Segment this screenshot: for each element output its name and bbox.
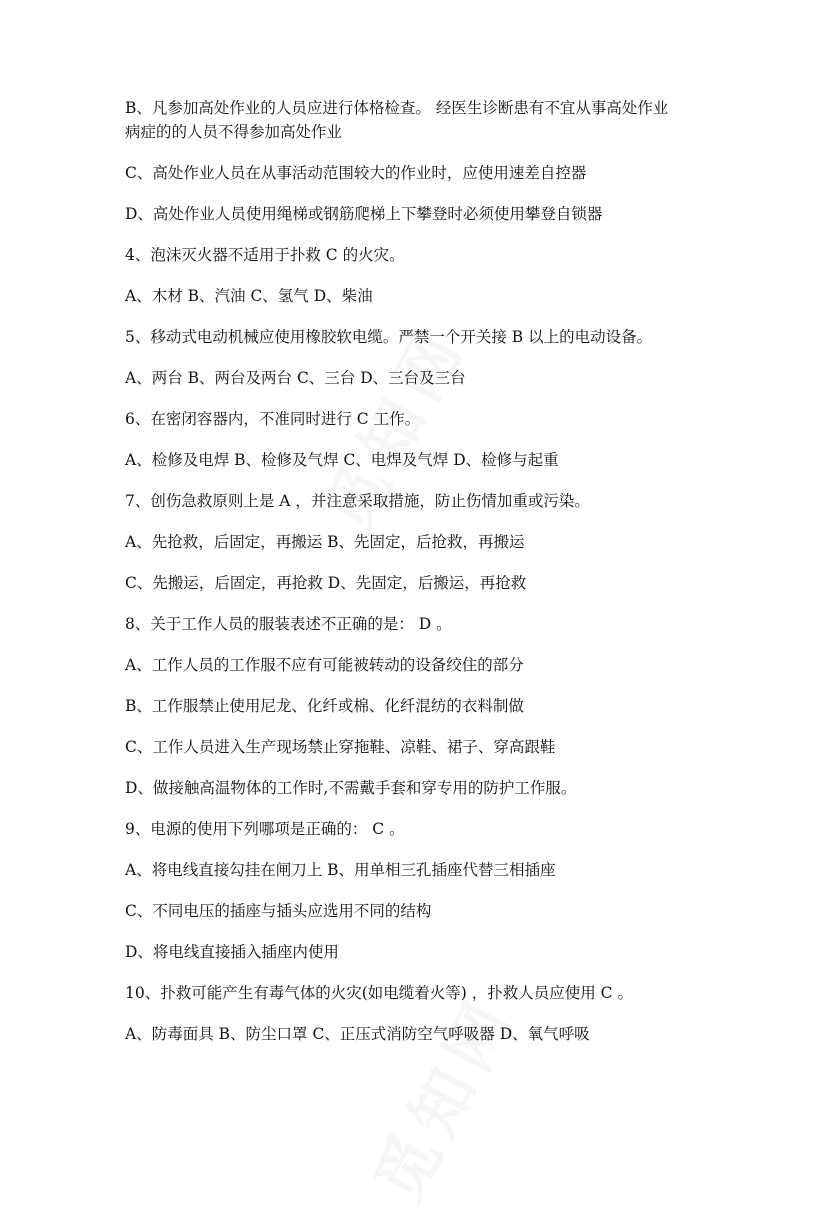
text-line: 7、创伤急救原则上是 A ，并注意采取措施，防止伤情加重或污染。 — [125, 492, 590, 510]
answer-options — [125, 284, 725, 308]
answer-options — [125, 448, 725, 472]
text-line: A、先抢救，后固定，再搬运 B、先固定，后抢救，再搬运 — [125, 533, 525, 551]
answer-options — [125, 1022, 725, 1046]
answer-option — [125, 694, 725, 718]
paragraph — [125, 161, 725, 185]
question-5 — [125, 325, 725, 349]
text-line: 10、扑救可能产生有毒气体的火灾(如电缆着火等) ，扑救人员应使用 C 。 — [125, 984, 633, 1002]
text-line: 9、电源的使用下列哪项是正确的： C 。 — [125, 820, 405, 838]
text-line: B、凡参加高处作业的人员应进行体格检查。 经医生诊断患有不宜从事高处作业 — [125, 99, 669, 117]
answer-options — [125, 858, 725, 882]
text-line: A、将电线直接勾挂在闸刀上 B、用单相三孔插座代替三相插座 — [125, 861, 556, 879]
answer-option — [125, 940, 725, 964]
answer-options — [125, 366, 725, 390]
answer-options — [125, 571, 725, 595]
text-line: 4、泡沫灭火器不适用于扑救 C 的火灾。 — [125, 246, 405, 264]
text-line: A、检修及电焊 B、检修及气焊 C、电焊及气焊 D、检修与起重 — [125, 451, 559, 469]
text-line: D、高处作业人员使用绳梯或钢筋爬梯上下攀登时必须使用攀登自锁器 — [125, 205, 603, 223]
question-10 — [125, 981, 725, 1005]
text-line: D、将电线直接插入插座内使用 — [125, 943, 339, 961]
question-7 — [125, 489, 725, 513]
text-line: A、防毒面具 B、防尘口罩 C、正压式消防空气呼吸器 D、氧气呼吸 — [125, 1025, 590, 1043]
paragraph — [125, 96, 725, 144]
question-8 — [125, 612, 725, 636]
question-4 — [125, 243, 725, 267]
text-line: C、不同电压的插座与插头应选用不同的结构 — [125, 902, 432, 920]
text-line: C、工作人员进入生产现场禁止穿拖鞋、凉鞋、裙子、穿高跟鞋 — [125, 738, 556, 756]
question-9 — [125, 817, 725, 841]
text-line: A、两台 B、两台及两台 C、三台 D、三台及三台 — [125, 369, 466, 387]
text-line: 8、关于工作人员的服装表述不正确的是： D 。 — [125, 615, 452, 633]
question-6 — [125, 407, 725, 431]
text-line: 病症的的人员不得参加高处作业 — [125, 123, 343, 141]
answer-options — [125, 530, 725, 554]
paragraph — [125, 202, 725, 226]
text-line: C、先搬运，后固定，再抢救 D、先固定，后搬运，再抢救 — [125, 574, 527, 592]
answer-option — [125, 776, 725, 800]
document-body — [125, 96, 725, 1063]
text-line: B、工作服禁止使用尼龙、化纤或棉、化纤混纺的衣料制做 — [125, 697, 524, 715]
answer-option — [125, 735, 725, 759]
text-line: D、做接触高温物体的工作时,不需戴手套和穿专用的防护工作服。 — [125, 779, 577, 797]
text-line: C、高处作业人员在从事活动范围较大的作业时，应使用速差自控器 — [125, 164, 587, 182]
text-line: 6、在密闭容器内，不准同时进行 C 工作。 — [125, 410, 421, 428]
text-line: A、木材 B、汽油 C、氢气 D、柴油 — [125, 287, 373, 305]
text-line: 5、移动式电动机械应使用橡胶软电缆。严禁一个开关接 B 以上的电动设备。 — [125, 328, 653, 346]
answer-option — [125, 899, 725, 923]
text-line: A、工作人员的工作服不应有可能被转动的设备绞住的部分 — [125, 656, 524, 674]
answer-option — [125, 653, 725, 677]
